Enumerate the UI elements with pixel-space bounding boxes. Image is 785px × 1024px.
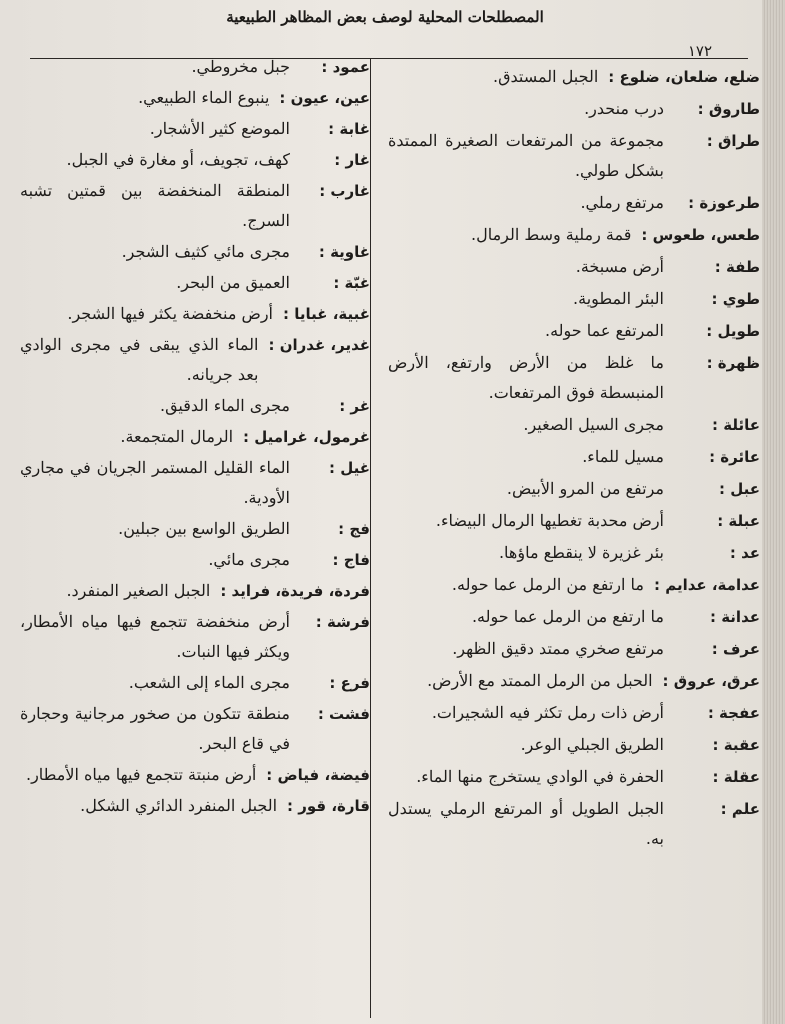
- entry-definition: الماء القليل المستمر الجريان في مجاري الأودية.: [20, 458, 290, 507]
- entry-definition: مجرى الماء الدقيق.: [159, 396, 290, 415]
- glossary-entry: [20, 422, 370, 452]
- glossary-entry: [388, 794, 760, 854]
- entry-definition: أرض مسبخة.: [575, 257, 664, 276]
- glossary-entry: [388, 442, 760, 472]
- glossary-entry: [388, 220, 760, 250]
- entry-term: عائلة :: [712, 416, 760, 434]
- entry-term: طويل :: [706, 322, 760, 340]
- glossary-entry: [20, 83, 370, 113]
- entry-definition: المرتفع عما حوله.: [545, 321, 664, 340]
- page-edge: [762, 0, 785, 1024]
- entry-definition: الجبل الطويل أو المرتفع الرملي يستدل به.: [388, 799, 664, 848]
- page-number: ١٧٢: [687, 42, 712, 60]
- entry-term: فشت :: [317, 705, 370, 723]
- entry-term: عفجة :: [707, 704, 760, 722]
- glossary-entry: [388, 474, 760, 504]
- entry-definition: منطقة تتكون من صخور مرجانية وحجارة في قاع البحر.: [20, 704, 290, 753]
- entry-definition: كهف، تجويف، أو مغارة في الجبل.: [66, 150, 290, 169]
- entry-definition: البئر المطوية.: [573, 289, 664, 308]
- glossary-entry: [20, 176, 370, 236]
- entry-term: طوي :: [711, 290, 760, 308]
- entry-definition: مجرى السيل الصغير.: [523, 415, 664, 434]
- entry-term: عدامة، عدايم :: [653, 576, 760, 594]
- glossary-entry: [20, 145, 370, 175]
- glossary-entry: [388, 634, 760, 664]
- entry-term: عائرة :: [709, 448, 760, 466]
- entry-definition: الطريق الجبلي الوعر.: [520, 735, 664, 754]
- entry-term: غار :: [334, 151, 370, 169]
- glossary-entry: [388, 730, 760, 760]
- glossary-entry: [388, 284, 760, 314]
- entry-definition: أرض منخفضة تتجمع فيها مياه الأمطار، ويكثر فيها النبات.: [20, 612, 290, 661]
- entry-definition: قمة رملية وسط الرمال.: [471, 225, 632, 244]
- glossary-entry: [388, 602, 760, 632]
- entry-term: غيل :: [329, 459, 370, 477]
- entry-definition: الجبل المستدق.: [493, 67, 599, 86]
- glossary-entry: [20, 114, 370, 144]
- entry-definition: مجرى مائي.: [208, 550, 290, 569]
- entry-definition: أرض محدبة تغطيها الرمال البيضاء.: [435, 511, 664, 530]
- entry-term: عدانة :: [709, 608, 760, 626]
- glossary-entry: [388, 252, 760, 282]
- entry-term: غبية، غبايا :: [283, 305, 370, 323]
- entry-term: عبلة :: [717, 512, 760, 530]
- glossary-entry: [20, 514, 370, 544]
- entry-definition: مسيل للماء.: [582, 447, 664, 466]
- glossary-entry: [20, 607, 370, 667]
- entry-term: قارة، قور :: [287, 797, 370, 815]
- entry-term: غر :: [339, 397, 370, 415]
- entry-definition: جبل مخروطي.: [191, 57, 290, 76]
- glossary-entry: [20, 299, 370, 329]
- entry-definition: مرتفع من المرو الأبيض.: [506, 479, 664, 498]
- entry-definition: مجرى الماء إلى الشعب.: [128, 673, 290, 692]
- entry-definition: مجرى مائي كثيف الشجر.: [121, 242, 290, 261]
- glossary-entry: [388, 762, 760, 792]
- entry-term: عد :: [729, 544, 760, 562]
- entry-term: فج :: [338, 520, 370, 538]
- entry-term: غاوية :: [318, 243, 370, 261]
- glossary-entry: [388, 126, 760, 186]
- glossary-entry: [20, 545, 370, 575]
- entry-term: غبّة :: [333, 274, 370, 292]
- entry-term: فرشة :: [315, 613, 370, 631]
- glossary-entry: [20, 453, 370, 513]
- entry-definition: ما ارتفع من الرمل عما حوله.: [471, 607, 664, 626]
- entry-definition: الرمال المتجمعة.: [120, 427, 234, 446]
- entry-term: فاج :: [332, 551, 370, 569]
- entry-term: علم :: [720, 800, 760, 818]
- glossary-entry: [388, 316, 760, 346]
- entry-term: طراق :: [706, 132, 760, 150]
- glossary-entry: [388, 538, 760, 568]
- column-divider: [370, 58, 371, 1018]
- glossary-entry: [388, 94, 760, 124]
- entry-term: غارب :: [319, 182, 370, 200]
- glossary-entry: [388, 348, 760, 408]
- entry-definition: ينبوع الماء الطبيعي.: [138, 88, 270, 107]
- entry-term: طاروق :: [697, 100, 760, 118]
- entry-term: طرعوزة :: [688, 194, 760, 212]
- glossary-entry: [388, 410, 760, 440]
- left-column: [20, 52, 370, 822]
- entry-definition: ما ارتفع من الرمل عما حوله.: [451, 575, 644, 594]
- glossary-entry: [388, 698, 760, 728]
- entry-definition: ما غلظ من الأرض وارتفع، الأرض المنبسطة فوق المرتفعات.: [388, 353, 664, 402]
- entry-definition: مجموعة من المرتفعات الصغيرة الممتدة بشكل طولي.: [388, 131, 664, 180]
- glossary-entry: [20, 237, 370, 267]
- glossary-entry: [20, 268, 370, 298]
- entry-term: فرع :: [329, 674, 370, 692]
- glossary-entry: [20, 52, 370, 82]
- running-title: المصطلحات المحلية لوصف بعض المظاهر الطبيعية: [226, 8, 544, 26]
- glossary-entry: [20, 391, 370, 421]
- right-column: [388, 62, 760, 856]
- entry-definition: الموضع كثير الأشجار.: [149, 119, 290, 138]
- entry-term: غرمول، غراميل :: [243, 428, 370, 446]
- entry-term: عين، عيون :: [279, 89, 370, 107]
- entry-term: فردة، فريدة، فرايد :: [220, 582, 370, 600]
- glossary-entry: [20, 668, 370, 698]
- entry-definition: الجبل الصغير المنفرد.: [66, 581, 211, 600]
- glossary-entry: [388, 570, 760, 600]
- glossary-entry: [20, 330, 370, 390]
- entry-term: عرف :: [711, 640, 760, 658]
- glossary-entry: [388, 188, 760, 218]
- entry-term: عقلة :: [712, 768, 760, 786]
- entry-definition: المنطقة المنخفضة بين قمتين تشبه السرج.: [20, 181, 290, 230]
- entry-term: عمود :: [321, 58, 370, 76]
- entry-term: فيضة، فياض :: [266, 766, 370, 784]
- entry-term: عقبة :: [712, 736, 760, 754]
- entry-definition: الطريق الواسع بين جبلين.: [118, 519, 290, 538]
- entry-definition: الجبل المنفرد الدائري الشكل.: [80, 796, 278, 815]
- entry-definition: الحبل من الرمل الممتد مع الأرض.: [427, 671, 653, 690]
- entry-definition: مرتفع صخري ممتد دقيق الظهر.: [452, 639, 664, 658]
- entry-definition: العميق من البحر.: [176, 273, 290, 292]
- glossary-entry: [20, 576, 370, 606]
- entry-definition: الحفرة في الوادي يستخرج منها الماء.: [416, 767, 664, 786]
- entry-term: عبل :: [719, 480, 760, 498]
- entry-definition: أرض ذات رمل تكثر فيه الشجيرات.: [431, 703, 664, 722]
- entry-definition: بئر غزيرة لا ينقطع ماؤها.: [498, 543, 664, 562]
- entry-term: عرق، عروق :: [662, 672, 760, 690]
- entry-term: ظهرة :: [706, 354, 760, 372]
- entry-term: ضلع، ضلعان، ضلوع :: [608, 68, 760, 86]
- entry-term: طفة :: [714, 258, 760, 276]
- glossary-entry: [388, 62, 760, 92]
- glossary-entry: [20, 760, 370, 790]
- entry-definition: أرض منبتة تتجمع فيها مياه الأمطار.: [25, 765, 257, 784]
- entry-term: طعس، طعوس :: [641, 226, 760, 244]
- entry-definition: الماء الذي يبقى في مجرى الوادي بعد جريانه.: [20, 335, 259, 384]
- entry-definition: مرتفع رملي.: [580, 193, 664, 212]
- entry-definition: أرض منخفضة يكثر فيها الشجر.: [67, 304, 273, 323]
- entry-term: غدير، غدران :: [268, 336, 370, 354]
- glossary-entry: [388, 666, 760, 696]
- glossary-entry: [20, 791, 370, 821]
- entry-definition: درب منحدر.: [584, 99, 664, 118]
- glossary-entry: [388, 506, 760, 536]
- entry-term: غابة :: [328, 120, 370, 138]
- glossary-entry: [20, 699, 370, 759]
